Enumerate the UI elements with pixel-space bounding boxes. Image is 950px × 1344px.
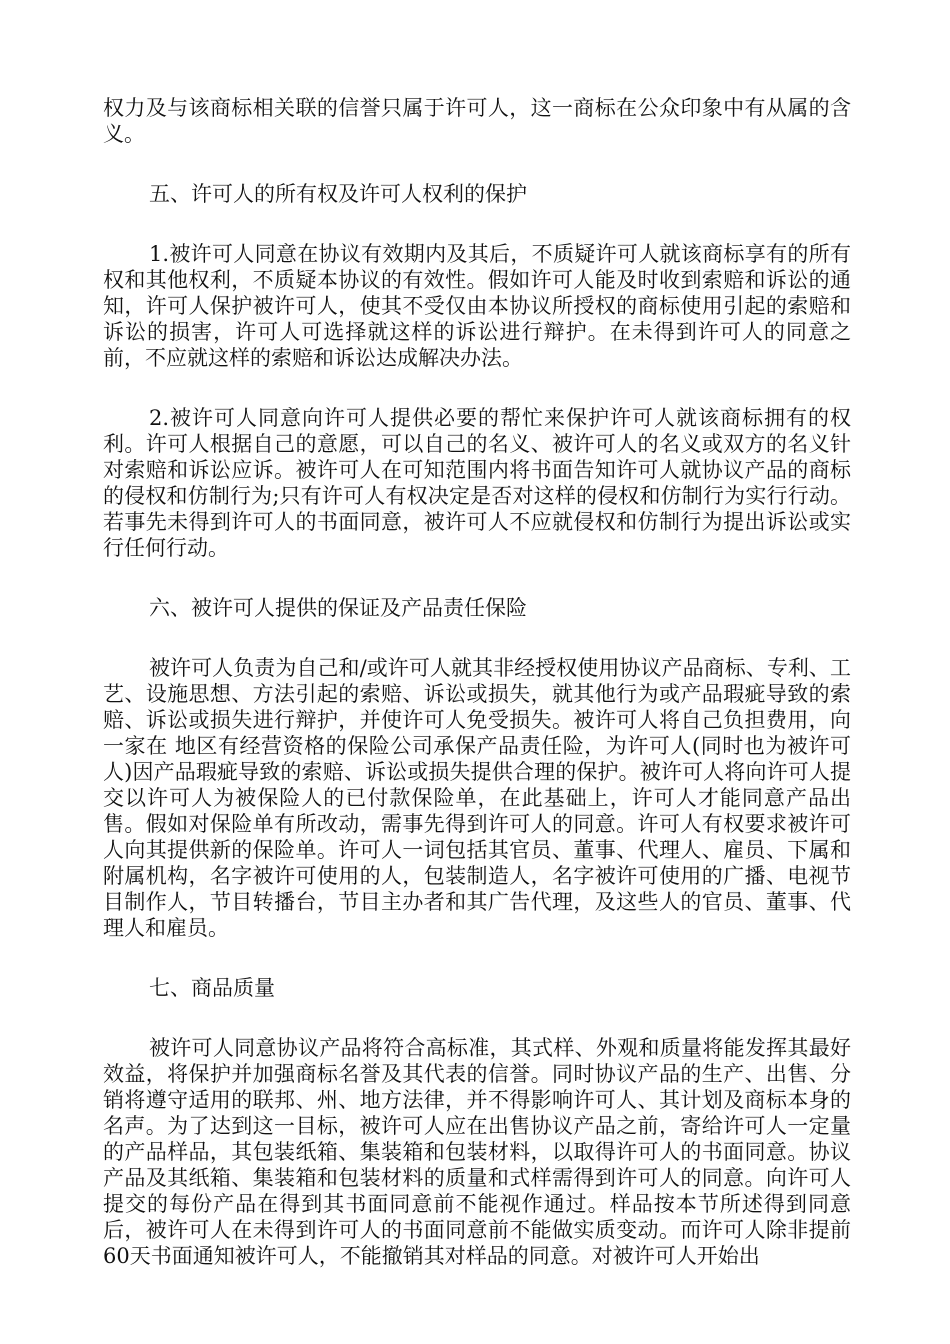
- paragraph-5-2: 2.被许可人同意向许可人提供必要的帮忙来保护许可人就该商标拥有的权利。许可人根据自己的意愿，可以自己的名义、被许可人的名义或双方的名义针对索赔和诉讼应诉。被许可人在可知范围内将书面告知许可人就协议产品的商标的侵权和仿制行为;只有许可人有权决定是否对这样的侵权和仿制行为实行行动。若事先未得到许可人的书面同意，被许可人不应就侵权和仿制行为提出诉讼或实行任何行动。: [103, 406, 851, 560]
- paragraph-7: 被许可人同意协议产品将符合高标准，其式样、外观和质量将能发挥其最好效益，将保护并加强商标名誉及其代表的信誉。同时协议产品的生产、出售、分销将遵守适用的联邦、州、地方法律，并不得影响许可人、其计划及商标本身的名声。为了达到这一目标，被许可人应在出售协议产品之前，寄给许可人一定量的产品样品，其包装纸箱、集装箱和包装材料，以取得许可人的书面同意。协议产品及其纸箱、集装箱和包装材料的质量和式样需得到许可人的同意。向许可人提交的每份产品在得到其书面同意前不能视作通过。样品按本节所述得到同意后，被许可人在未得到许可人的书面同意前不能做实质变动。而许可人除非提前60天书面通知被许可人，不能撤销其对样品的同意。对被许可人开始出: [103, 1036, 851, 1268]
- section-heading-5: 五、许可人的所有权及许可人权利的保护: [149, 182, 527, 206]
- paragraph-6: 被许可人负责为自己和/或许可人就其非经授权使用协议产品商标、专利、工艺、设施思想、方法引起的索赔、诉讼或损失，就其他行为或产品瑕疵导致的索赔、诉讼或损失进行辩护，并使许可人免受损失。被许可人将自己负担费用，向一家在 地区有经营资格的保险公司承保产品责任险，为许可人(同时也为被许可人)因产品瑕疵导致的索赔、诉讼或损失提供合理的保护。被许可人将向许可人提交以许可人为被保险人的已付款保险单，在此基础上，许可人才能同意产品出售。假如对保险单有所改动，需事先得到许可人的同意。许可人有权要求被许可人向其提供新的保险单。许可人一词包括其官员、董事、代理人、雇员、下属和附属机构，名字被许可使用的人，包装制造人，名字被许可使用的广播、电视节目制作人，节目转播台，节目主办者和其广告代理，及这些人的官员、董事、代理人和雇员。: [103, 656, 851, 940]
- section-heading-7: 七、商品质量: [149, 976, 275, 1000]
- paragraph-continued: 权力及与该商标相关联的信誉只属于许可人，这一商标在公众印象中有从属的含义。: [103, 96, 851, 146]
- section-heading-6: 六、被许可人提供的保证及产品责任保险: [149, 596, 527, 620]
- paragraph-5-1: 1.被许可人同意在协议有效期内及其后，不质疑许可人就该商标享有的所有权和其他权利，不质疑本协议的有效性。假如许可人能及时收到索赔和诉讼的通知，许可人保护被许可人，使其不受仅由本协议所授权的商标使用引起的索赔和诉讼的损害，许可人可选择就这样的诉讼进行辩护。在未得到许可人的同意之前，不应就这样的索赔和诉讼达成解决办法。: [103, 242, 851, 370]
- document-page: [103, 95, 851, 1269]
